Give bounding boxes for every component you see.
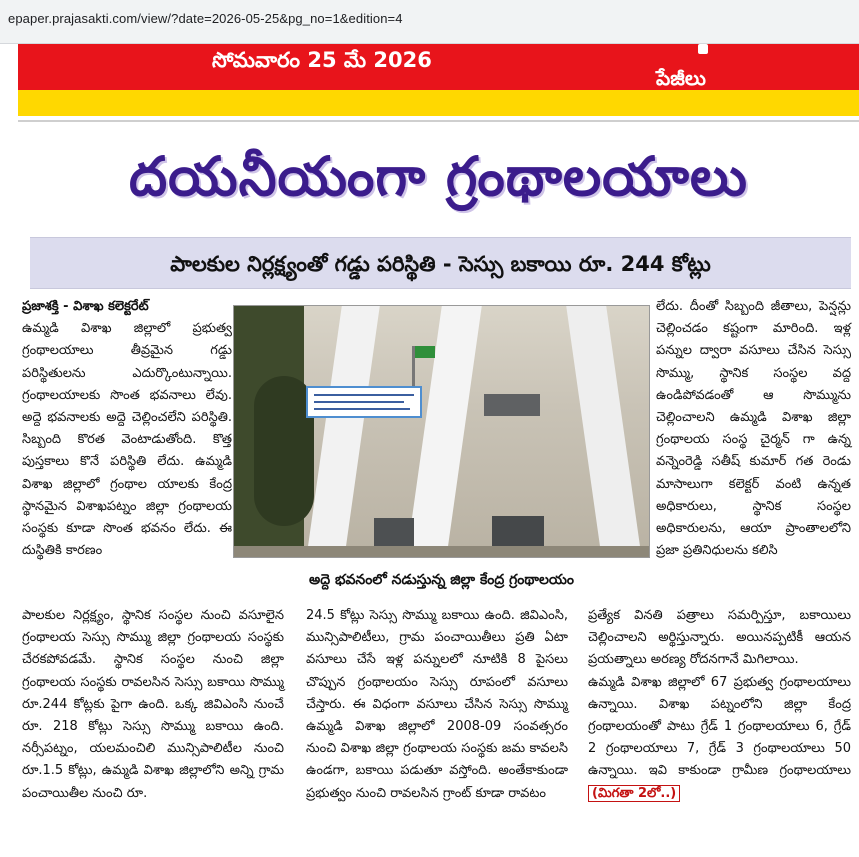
column-1-lower-text: పాలకుల నిర్లక్ష్యం, స్థానిక సంస్థల నుంచి వసూలైన గ్రంథాలయ సెస్సు సొమ్ము జిల్లా గ్రంథాలయ సంస్థకు చేరకపోవడమే. స్థానిక సంస్థల నుంచి జిల్లా గ్రంథాలయ సంస్థకు రావలసిన సెస్సు బకాయి సొమ్ము రూ.244 కోట్లకు పైగా ఉంది. ఒక్క జివిఎంసి నుంచే రూ. 218 కోట్లు సెస్సు సొమ్ము బకాయి ఉంది. నర్సీపట్నం, యలమంచిలి మున్సిపాలిటీల నుంచి రూ.1.5 కోట్లు, ఉమ్మడి విశాఖ జిల్లాలోని అన్ని గ్రామ పంచాయితీల నుంచి రూ.	[22, 608, 284, 801]
photo-column	[566, 306, 642, 558]
column-3-text: లేదు. దీంతో సిబ్బంది జీతాలు, పెన్షన్లు చెల్లించడం కష్టంగా మారింది. ఇళ్ల పన్నుల ద్వారా వసూలు చేసిన సెస్సు సొమ్ము, స్థానిక సంస్థల వద్ద ఉండిపోవడంతో ఆ సొమ్మును చెల్లించాలని ఉమ్మడి విశాఖ జిల్లా గ్రంథాలయ సంస్థ చైర్మన్ గా ఉన్న వన్నెంరెడ్డి సతీష్ కుమార్ గత రెండు మాసాలుగా కలెక్టర్ వంటి ఉన్నత అధికారులు, స్థానిక సంస్థల అధికారులను, ఆయా ప్రాంతాలలోని ప్రజా ప్రతినిధులను కలిసి	[656, 299, 851, 559]
article-column-1-lower	[22, 605, 284, 805]
article-column-2	[306, 605, 568, 805]
photo-ground	[234, 546, 650, 558]
photo-window	[484, 394, 540, 416]
photo-column	[306, 306, 380, 558]
photo-column	[406, 306, 482, 558]
photo-signboard	[306, 386, 422, 418]
masthead-banner	[18, 44, 859, 116]
library-building-photo	[233, 305, 650, 558]
continued-link[interactable]: (మిగతా 2లో..)	[588, 785, 680, 802]
address-url[interactable]: epaper.prajasakti.com/view/?date=2026-05-25&pg_no=1&edition=4	[8, 11, 403, 26]
browser-address-bar[interactable]	[0, 0, 859, 44]
separator-rule	[18, 120, 859, 122]
photo-tree-foliage	[254, 376, 314, 526]
banner-yellow-strip	[18, 90, 859, 116]
photo-caption: అద్దె భవనంలో నడుస్తున్న జిల్లా కేంద్ర గ్రంథాలయం	[309, 572, 574, 588]
article-headline: దయనీయంగా గ్రంథాలయాలు	[129, 145, 748, 208]
column-3-lower-text-1: ప్రత్యేక వినతి పత్రాలు సమర్పిస్తూ, బకాయిలు చెల్లించాలని అర్థిస్తున్నారు. అయినప్పటికీ ఆయన ప్రయత్నాలు అరణ్య రోదనగానే మిగిలాయి.	[588, 608, 851, 668]
article-column-3	[656, 296, 851, 562]
column-3-lower-text-2: ఉమ్మడి విశాఖ జిల్లాలో 67 ప్రభుత్వ గ్రంథాలయాలు ఉన్నాయి. విశాఖ పట్నంలోని జిల్లా కేంద్ర గ్రంథాలయంతో పాటు గ్రేడ్ 1 గ్రంథాలయాలు 6, గ్రేడ్ 2 గ్రంథాలయాలు 7, గ్రేడ్ 3 గ్రంథాలయాలు 50 ఉన్నాయి. ఇవి కాకుండా గ్రామీణ గ్రంథాలయాలు	[588, 674, 851, 779]
article-column-1	[22, 296, 232, 562]
column-1-text: ఉమ్మడి విశాఖ జిల్లాలో ప్రభుత్వ గ్రంథాలయాలు తీవ్రమైన గడ్డు పరిస్థితులను ఎదుర్కొంటున్నాయి. గ్రంథాలయాలకు సొంత భవనాలు లేవు. అద్దె భవనాలకు అద్దె చెల్లించలేని పరిస్థితి. సిబ్బంది కొరత వెంటాడుతోంది. కొత్త పుస్తకాలు కొనే పరిస్థితి లేదు. ఉమ్మడి విశాఖ జిల్లాలో గ్రంథాల యాలకు కేంద్ర స్థానమైన విశాఖపట్నం జిల్లా గ్రంథాలయ సంస్థకు కూడా సొంత భవనం లేదు. ఈ దుస్థితికి కారణం	[22, 321, 232, 559]
photo-flag	[415, 346, 435, 358]
page-count-label: పేజీలు	[656, 66, 706, 90]
article-column-3-lower	[588, 605, 851, 805]
issue-date: సోమవారం 25 మే 2026	[212, 48, 432, 72]
page-count-glyph	[698, 44, 708, 54]
article-dateline: ప్రజాశక్తి - విశాఖ కలెక్టరేట్	[22, 299, 149, 314]
banner-red-strip	[18, 44, 859, 90]
column-2-text: 24.5 కోట్లు సెస్సు సొమ్ము బకాయి ఉంది. జివిఎంసి, మున్సిపాలిటీలు, గ్రామ పంచాయితీలు ప్రతి ఏటా వసూలు చేసే ఇళ్ల పన్నులలో నూటికి 8 పైసలు చొప్పున గ్రంథాలయం సెస్సు రూపంలో వసూలు చేస్తారు. ఈ విధంగా వసూలు చేసిన సెస్సు సొమ్ము ఉమ్మడి విశాఖ జిల్లాలో 2008-09 సంవత్సరం నుంచి విశాఖ జిల్లా గ్రంథాలయ సంస్థకు జమ కావలసి ఉండగా, బకాయి పడుతూ వస్తోంది. అంతేకాకుండా ప్రభుత్వం నుంచి రావలసిన గ్రాంట్ కూడా రావటం	[306, 608, 568, 801]
article-subheadline: పాలకుల నిర్లక్ష్యంతో గడ్డు పరిస్థితి - సెస్సు బకాయి రూ. 244 కోట్లు	[30, 237, 851, 289]
